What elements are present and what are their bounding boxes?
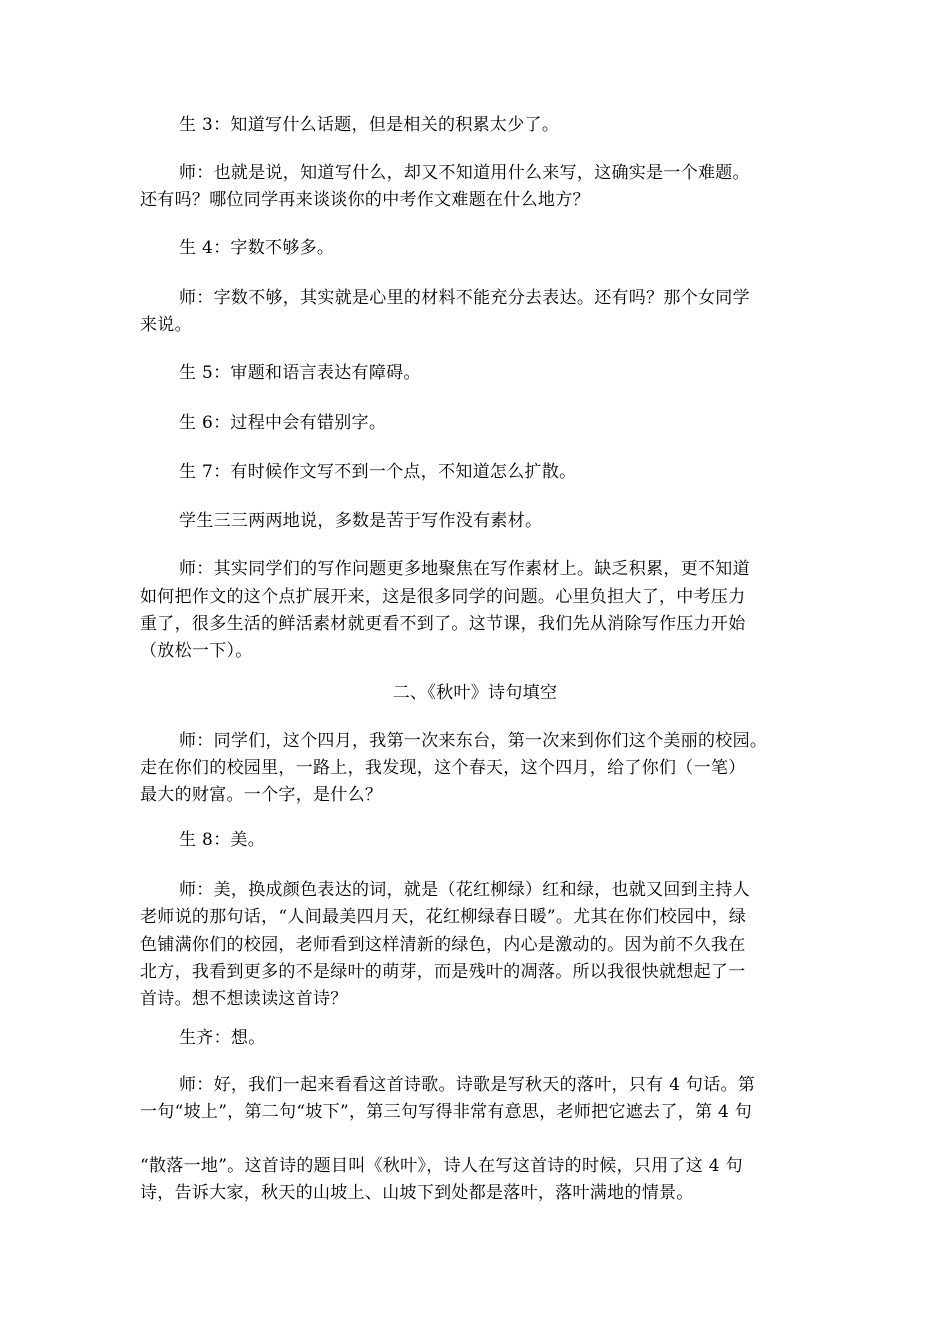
section-heading: 二、《秋叶》诗句填空 [392,683,558,703]
dialogue-line-continuation: 色铺满你们的校园，老师看到这样清新的绿色，内心是激动的。因为前不久我在 [140,935,746,955]
dialogue-line-continuation: “散落一地”。这首诗的题目叫《秋叶》，诗人在写这首诗的时候，只用了这 4 句 [140,1156,743,1176]
dialogue-line-continuation: 老师说的那句话，“人间最美四月天，花红柳绿春日暖”。尤其在你们校园中，绿 [140,907,747,927]
dialogue-line: 生 7：有时候作文写不到一个点，不知道怎么扩散。 [179,462,577,482]
dialogue-line: 师：字数不够，其实就是心里的材料不能充分去表达。还有吗？那个女同学 [179,288,750,308]
narration-line: 学生三三两两地说，多数是苦于写作没有素材。 [179,511,543,531]
dialogue-line: 师：美，换成颜色表达的词，就是（花红柳绿）红和绿，也就又回到主持人 [179,880,750,900]
dialogue-line-continuation: 如何把作文的这个点扩展开来，这是很多同学的问题。心里负担大了，中考压力 [140,587,746,607]
dialogue-line-continuation: 一句“坡上”，第二句“坡下”，第三句写得非常有意思，老师把它遮去了，第 4 句 [140,1102,753,1122]
dialogue-line-continuation: 首诗。想不想读读这首诗？ [140,989,348,1009]
dialogue-line: 生齐：想。 [179,1028,266,1048]
dialogue-line: 生 6：过程中会有错别字。 [179,413,387,433]
dialogue-line-continuation: 诗，告诉大家，秋天的山坡上、山坡下到处都是落叶，落叶满地的情景。 [140,1183,694,1203]
dialogue-line-continuation: 来说。 [140,315,192,335]
dialogue-line-continuation: 重了，很多生活的鲜活素材就更看不到了。这节课，我们先从消除写作压力开始 [140,614,746,634]
dialogue-line-continuation: 北方，我看到更多的不是绿叶的萌芽，而是残叶的凋落。所以我很快就想起了一 [140,962,746,982]
dialogue-line: 生 3：知道写什么话题，但是相关的积累太少了。 [179,115,560,135]
dialogue-line-continuation: 走在你们的校园里，一路上，我发现，这个春天，这个四月，给了你们（一笔） [140,758,746,778]
dialogue-line-continuation: 还有吗？哪位同学再来谈谈你的中考作文难题在什么地方？ [140,190,590,210]
dialogue-line: 师：也就是说，知道写什么，却又不知道用什么来写，这确实是一个难题。 [179,163,750,183]
dialogue-line: 师：同学们，这个四月，我第一次来东台，第一次来到你们这个美丽的校园。 [179,731,768,751]
dialogue-line-continuation: （放松一下）。 [140,641,253,661]
dialogue-line: 生 4：字数不够多。 [179,238,335,258]
dialogue-line: 师：好，我们一起来看看这首诗歌。诗歌是写秋天的落叶，只有 4 句话。第 [179,1075,756,1095]
dialogue-line-continuation: 最大的财富。一个字，是什么？ [140,785,383,805]
dialogue-line: 师：其实同学们的写作问题更多地聚焦在写作素材上。缺乏积累，更不知道 [179,559,750,579]
dialogue-line: 生 8：美。 [179,830,266,850]
dialogue-line: 生 5：审题和语言表达有障碍。 [179,363,421,383]
